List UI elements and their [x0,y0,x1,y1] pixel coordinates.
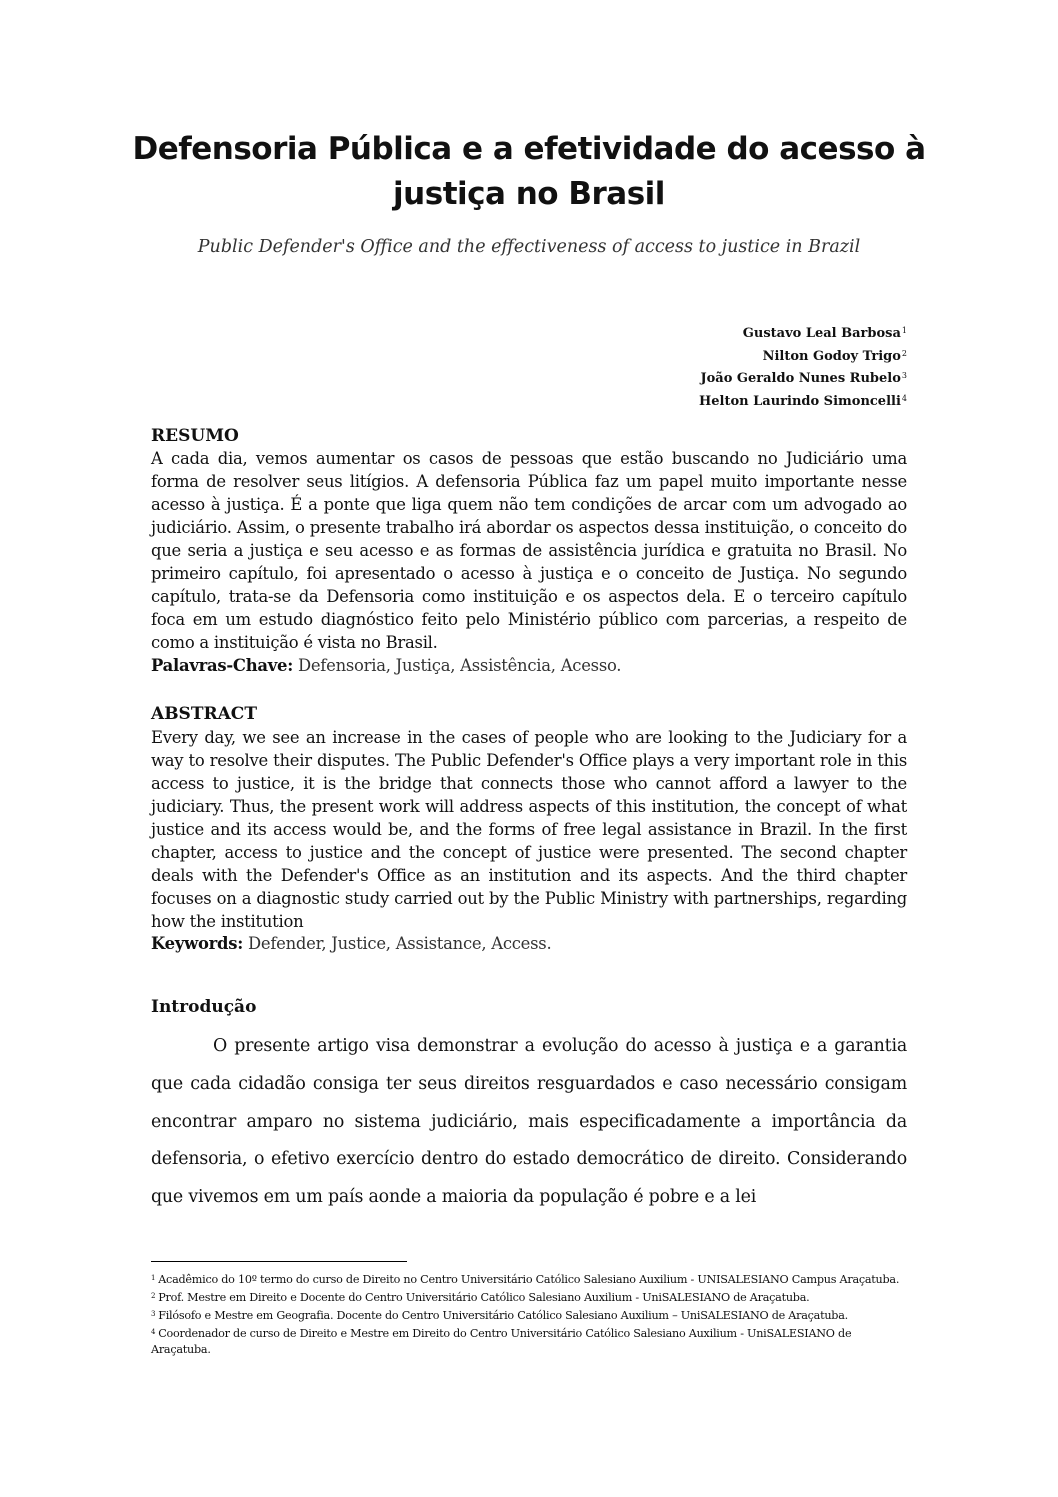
footnote [151,1270,911,1288]
footnote-marker: 2 [901,348,907,358]
intro-text: O presente artigo visa demonstrar a evolução do acesso à justiça e a garantia que cada cidadão consiga ter seus direitos resguardados e caso necessário consigam encontrar amparo no sistema judiciário, mais especificadamente a importância da defensoria, o efetivo exercício dentro do estado democrático de direito. Considerando que vivemos em um país aonde a maioria da população é pobre e a lei [151,1036,907,1208]
footnote-number: 4 [151,1328,156,1336]
footnote-number: 1 [151,1274,156,1282]
keywords-label: Keywords: [151,934,244,953]
footnote-number: 2 [151,1292,156,1300]
footnote-divider [151,1261,407,1262]
resumo-heading: RESUMO [151,426,239,446]
keywords-label: Palavras-Chave: [151,656,293,675]
footnote-text: Coordenador de curso de Direito e Mestre em Direito do Centro Universitário Católico Salesiano Auxilium - UniSALESIANO de Araçatuba. [151,1327,852,1356]
author-entry [699,344,907,367]
abstract-text: Every day, we see an increase in the cases of people who are looking to the Judiciary for a way to resolve their disputes. The Public Defender's Office plays a very important role in this access to justice, it is the bridge that connects those who cannot afford a lawyer to the judiciary. Thus, the present work will address aspects of this institution, the concept of what justice and its access would be, and the forms of free legal assistance in Brazil. In the first chapter, access to justice and the concept of justice were presented. The second chapter deals with the Defender's Office as an institution and its aspects. And the third chapter focuses on a diagnostic study carried out by the Public Ministry with partnerships, regarding how the institution [151,728,907,931]
author-entry [699,389,907,412]
footnote-text: Filósofo e Mestre em Geografia. Docente do Centro Universitário Católico Salesiano Auxilium – UniSALESIANO de Araçatuba. [158,1309,848,1322]
author-name: Nilton Godoy Trigo [762,348,901,364]
resumo-keywords [151,654,907,677]
author-list [699,321,907,411]
footnote [151,1306,911,1324]
footnote-number: 3 [151,1310,156,1318]
paper-subtitle: Public Defender's Office and the effectiveness of access to justice in Brazil [197,237,861,257]
author-name: Helton Laurindo Simoncelli [699,393,901,409]
footnote [151,1288,911,1306]
footnote [151,1324,911,1358]
resumo-text: A cada dia, vemos aumentar os casos de pessoas que estão buscando no Judiciário uma forma de resolver seus litígios. A defensoria Pública faz um papel muito importante nesse acesso à justiça. É a ponte que liga quem não tem condições de arcar com um advogado ao judiciário. Assim, o presente trabalho irá abordar os aspectos dessa instituição, o conceito do que seria a justiça e seu acesso e as formas de assistência jurídica e gratuita no Brasil. No primeiro capítulo, foi apresentado o acesso à justiça e o conceito de Justiça. No segundo capítulo, trata-se da Defensoria como instituição e os aspectos dela. E o terceiro capítulo foca em um estudo diagnóstico feito pelo Ministério público com parcerias, a respeito de como a instituição é vista no Brasil. [151,449,907,652]
author-name: Gustavo Leal Barbosa [742,326,901,341]
footnote-marker: 4 [901,393,907,403]
footnote-marker: 1 [901,326,907,335]
abstract-heading: ABSTRACT [151,704,257,724]
footnote-text: Acadêmico do 10º termo do curso de Direito no Centro Universitário Católico Salesiano Auxilium - UNISALESIANO Campus Araçatuba. [158,1273,900,1286]
keywords-values: Defender, Justice, Assistance, Access. [247,934,552,953]
author-entry [699,321,907,344]
footnote-list [151,1270,911,1358]
intro-heading: Introdução [151,997,257,1017]
author-name: João Geraldo Nunes Rubelo [700,371,901,386]
keywords-values: Defensoria, Justiça, Assistência, Acesso. [297,656,622,675]
paper-title: Defensoria Pública e a efetividade do acesso à justiça no Brasil [132,131,926,212]
author-entry [699,366,907,389]
abstract-keywords [151,932,907,955]
footnote-text: Prof. Mestre em Direito e Docente do Centro Universitário Católico Salesiano Auxilium - UniSALESIANO de Araçatuba. [158,1291,810,1304]
footnote-marker: 3 [901,371,907,380]
